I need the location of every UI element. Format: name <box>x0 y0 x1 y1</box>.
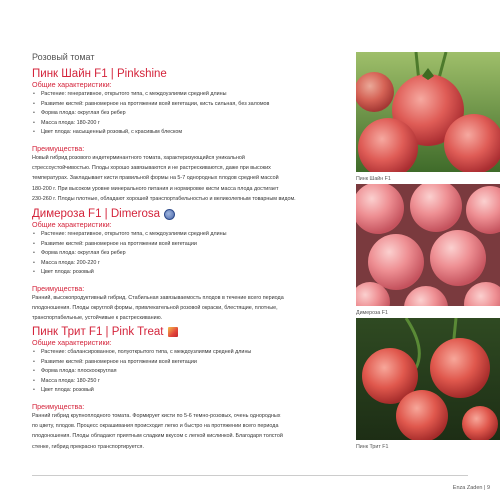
advantages-line: температурах. Закладывает кисти правильной формы на 5-7 однородных плодов средней массой <box>32 175 279 182</box>
tomato-photo-2-image <box>356 184 500 306</box>
page-footer: Enza Zaden | 9 <box>452 485 490 491</box>
product-title-text: Пинк Трит F1 | Pink Treat <box>32 326 164 338</box>
spec-item: • Форма плода: округлая без ребер <box>32 109 344 119</box>
photo-caption: Пинк Трит F1 <box>356 444 389 450</box>
advantages-text <box>32 153 344 204</box>
product-title-text: Пинк Шайн F1 | Pinkshine <box>32 68 167 80</box>
product-title <box>32 326 344 338</box>
spec-item: • Растение: генеративное, открытого типа, с междоузлиями средней длины <box>32 230 344 240</box>
spec-item: • Растение: генеративное, открытого типа, с междоузлиями средней длины <box>32 90 344 100</box>
advantages-text <box>32 293 344 324</box>
spec-item: • Развитие кистей: равномерное на протяжении всей вегетации <box>32 240 344 250</box>
award-badge-icon <box>168 327 178 337</box>
spec-item: • Цвет плода: насыщенный розовый, с красивым блеском <box>32 128 344 138</box>
advantages-line: стенке, гибрид прекрасно транспортируется. <box>32 443 144 450</box>
tomato-photo-3-image <box>356 318 500 440</box>
product-title-text: Димероза F1 | Dimerosa <box>32 208 161 220</box>
product-title <box>32 208 344 220</box>
advantages-text <box>32 411 344 452</box>
product-title <box>32 68 344 80</box>
spec-item: • Развитие кистей: равномерное на протяжении всей вегетации <box>32 358 344 368</box>
tomato-photo-dimerosa <box>356 184 500 306</box>
spec-list <box>32 90 344 138</box>
advantages-heading: Преимущества: <box>32 283 85 293</box>
photo-caption: Димероза F1 <box>356 310 388 316</box>
spec-item: • Растение: сбалансированное, полуоткрытого типа, с междоузлиями средней длины <box>32 348 344 358</box>
advantages-line: стрессоустойчивостью. Плоды хорошо завязываются и не растрескиваются, даже при высоких <box>32 165 271 172</box>
advantages-line: 230-260 г. Плоды плотные, обладают хорошей транспортабельностью и великолепным товарным видом. <box>32 195 296 202</box>
spec-item: • Масса плода: 180-250 г <box>32 377 344 387</box>
spec-item: • Цвет плода: розовый <box>32 268 344 278</box>
advantages-line: Ранний, высокопродуктивный гибрид. Стабильная завязываемость плодов в течение всего периода <box>32 294 284 301</box>
spec-item: • Форма плода: округлая без ребер <box>32 249 344 259</box>
photo-caption: Пинк Шайн F1 <box>356 176 391 182</box>
spec-list <box>32 348 344 396</box>
advantages-line: транспортабельные, устойчивые к растрескиванию. <box>32 315 163 322</box>
tomato-photo-pinkshine <box>356 52 500 172</box>
tomato-photo-pink-treat <box>356 318 500 440</box>
spec-item: • Масса плода: 200-220 г <box>32 259 344 269</box>
advantages-line: плодоношения. Плоды обладают приятным сладким вкусом с легкой кислинкой. Благодаря толстой <box>32 433 283 440</box>
product-pink-treat <box>32 326 344 452</box>
spec-item: • Масса плода: 180-200 г <box>32 119 344 129</box>
advantages-heading: Преимущества: <box>32 143 85 153</box>
advantages-heading: Преимущества: <box>32 401 85 411</box>
product-pinkshine <box>32 68 344 204</box>
award-badge-icon <box>164 209 175 220</box>
product-subhead: Общие характеристики: <box>32 220 112 229</box>
category-heading: Розовый томат <box>32 52 95 62</box>
tomato-photo-1-image <box>356 52 500 172</box>
product-subhead: Общие характеристики: <box>32 338 112 347</box>
advantages-line: по цвету, плодов. Процесс окрашивания происходит легко и быстро на протяжении всего периода <box>32 423 279 430</box>
advantages-line: Ранний гибрид крупноплодного томата. Формирует кисти по 5-6 темно-розовых, очень однородных <box>32 412 281 419</box>
spec-item: • Форма плода: плоскоокруглая <box>32 367 344 377</box>
spec-item: • Цвет плода: розовый <box>32 386 344 396</box>
advantages-line: 180-200 г. При высоком уровне минерального питания и нормировке кисти масса плода достигает <box>32 185 279 192</box>
advantages-line: плодоношения. Плоды округлой формы, привлекательной розовой окраски, блестящие, плотные, <box>32 305 278 312</box>
product-subhead: Общие характеристики: <box>32 80 112 89</box>
spec-list <box>32 230 344 278</box>
spec-item: • Развитие кистей: равномерное на протяжении всей вегетации, кисть сильная, без заломов <box>32 100 344 110</box>
advantages-line: Новый гибрид розового индетерминантного томата, характеризующийся уникальной <box>32 154 245 161</box>
product-dimerosa <box>32 208 344 324</box>
footer-divider <box>32 475 468 476</box>
